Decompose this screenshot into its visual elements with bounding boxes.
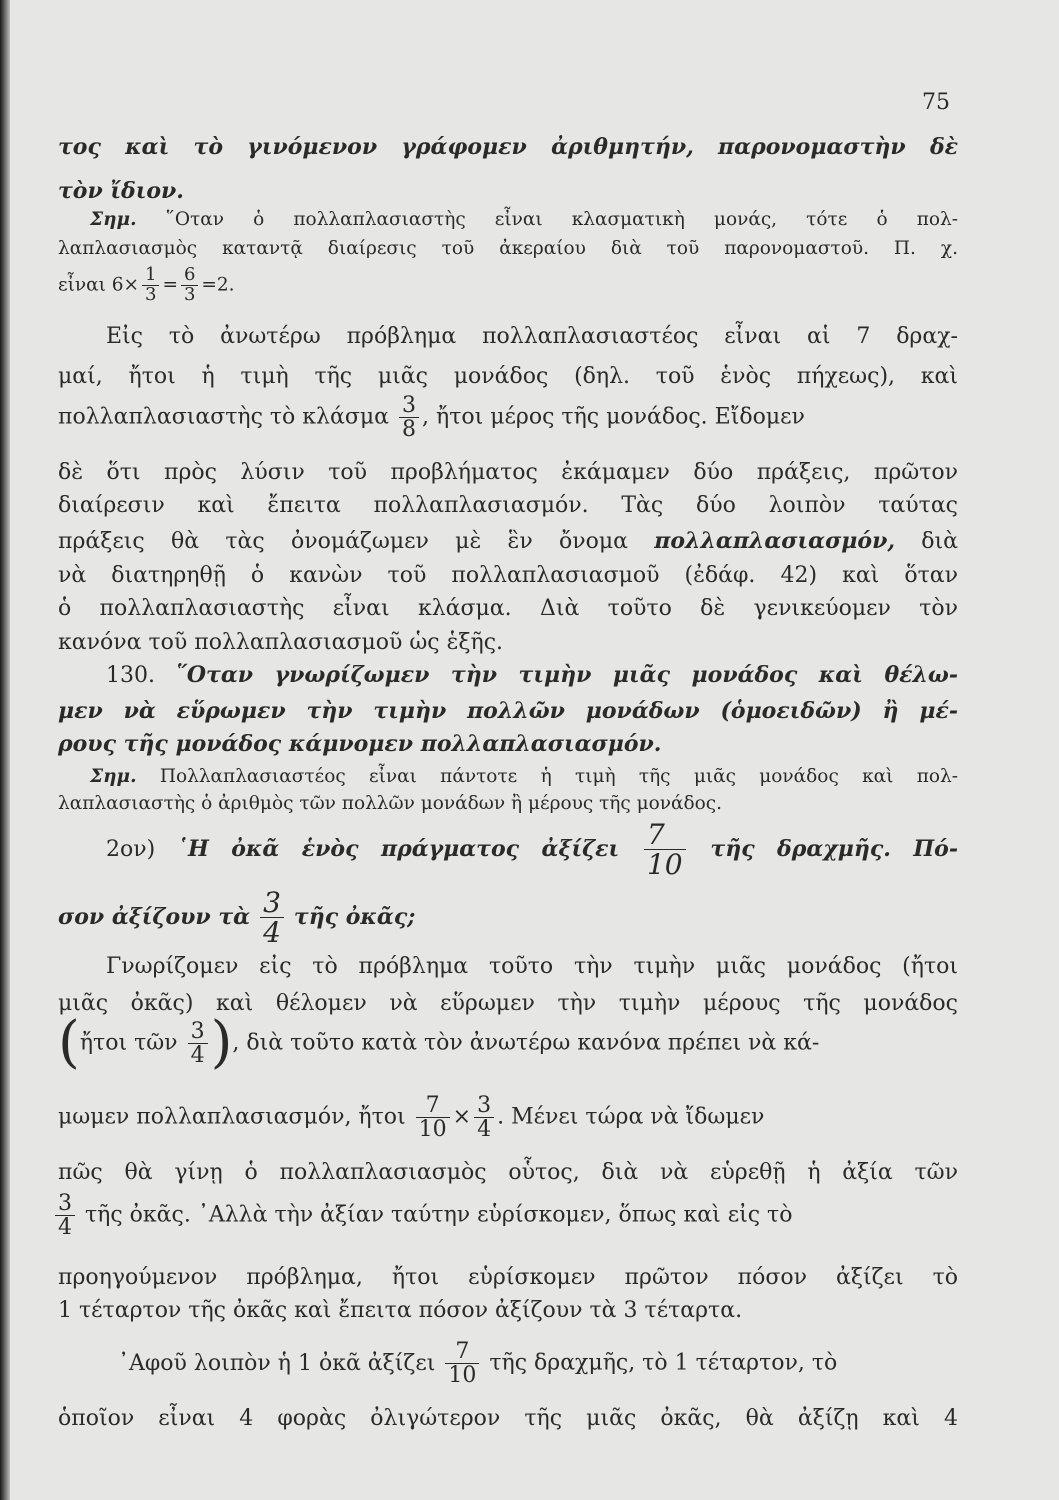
text-line: πῶς θὰ γίνῃ ὁ πολλαπλασιασμὸς οὗτος, διὰ νὰ εὑρεθῇ ἡ ἀξία τῶν [58, 1160, 958, 1185]
note-line: λαπλασιαστὴς ὁ ἀριθμὸς τῶν πολλῶν μονάδων ἢ μέρους τῆς μονάδος. [58, 793, 723, 814]
text-line: πολλαπλασιαστὴς τὸ κλάσμα $\frac{3}{8}$ , ἤτοι μέρος τῆς μονάδος. Εἴδομεν [58, 393, 805, 443]
note-line [58, 211, 958, 230]
note-line: λαπλασιασμὸς καταντᾷ διαίρεσις τοῦ ἀκεραίου διὰ τοῦ παρονομαστοῦ. Π. χ. [58, 238, 958, 259]
problem-line: 2ον) ῾Η ὀκᾶ ἑνὸς πράγματος ἀξίζει $\frac{7}{10}$ τῆς δραχμῆς. Πό- [106, 818, 958, 882]
page-binding-shadow [0, 0, 10, 1500]
problem-line: σον ἀξίζουν τὰ $\frac{3}{4}$ τῆς ὀκᾶς; [58, 886, 416, 950]
fraction: $\frac{3}{4}$ [474, 1094, 494, 1141]
note-text: ῞Οταν ὁ πολλαπλασιαστὴς εἶναι κλασματικὴ μονάς, τότε ὁ πολ- [165, 209, 958, 230]
formula-text: εἶναι 6× [58, 274, 139, 296]
page-number: 75 [922, 90, 950, 115]
text-line: δὲ ὅτι πρὸς λύσιν τοῦ προβλήματος ἐκάμαμεν δύο πράξεις, πρῶτον [58, 460, 958, 485]
text-line: κανόνα τοῦ πολλαπλασιασμοῦ ὡς ἑξῆς. [58, 630, 504, 655]
fraction: $\frac{7}{10}$ [445, 1340, 479, 1387]
rule-line: 130. ῞Οταν γνωρίζωμεν τὴν τιμὴν μιᾶς μονάδος καὶ θέλω- [106, 662, 958, 688]
fraction: $\frac{3}{4}$ [188, 1020, 208, 1067]
rule-line: ρους τῆς μονάδος κάμνομεν πολλαπλασιασμόν. [58, 731, 662, 757]
text-line: ᾿Αφοῦ λοιπὸν ἡ 1 ὀκᾶ ἀξίζει $\frac{7}{10}$ τῆς δραχμῆς, τὸ 1 τέταρτον, τὸ [118, 1339, 838, 1389]
fraction: $\frac{7}{10}$ [416, 1094, 450, 1141]
text-line: Εἰς τὸ ἀνωτέρω πρόβλημα πολλαπλασιαστέος εἶναι αἱ 7 δραχ- [106, 324, 958, 349]
fraction: $\frac{7}{10}$ [644, 820, 686, 880]
fraction: $\frac{1}{3}$ [142, 266, 159, 305]
text-line: νὰ διατηρηθῇ ὁ κανὼν τοῦ πολλαπλασιασμοῦ (ἐδάφ. 42) καὶ ὅταν [58, 563, 958, 588]
text-line: μωμεν πολλαπλασιασμόν, ἤτοι $\frac{7}{10}$ × $\frac{3}{4}$ . Μένει τώρα νὰ ἴδωμεν [58, 1093, 765, 1143]
text-line: τος καὶ τὸ γινόμενον γράφομεν ἀριθμητήν, παρονομαστὴν δὲ [58, 134, 958, 160]
text-line: προηγούμενον πρόβλημα, ἤτοι εὑρίσκομεν πρῶτον πόσον ἀξίζει τὸ [58, 1265, 958, 1290]
text-line: ὁ πολλαπλασιαστὴς εἶναι κλάσμα. Διὰ τοῦτο δὲ γενικεύομεν τὸν [58, 596, 958, 621]
text-line: τὸν ἴδιον. [58, 178, 184, 204]
text-line: 1 τέταρτον τῆς ὀκᾶς καὶ ἔπειτα πόσον ἀξίζουν τὰ 3 τέταρτα. [58, 1298, 743, 1323]
rule-line: μεν νὰ εὕρωμεν τὴν τιμὴν πολλῶν μονάδων (ὁμοειδῶν) ἢ μέ- [58, 698, 958, 724]
fraction: $\frac{3}{8}$ [399, 394, 419, 441]
text-line: $\frac{3}{4}$ τῆς ὀκᾶς. ᾿Αλλὰ τὴν ἀξίαν ταύτην εὑρίσκομεν, ὅπως καὶ εἰς τὸ [58, 1192, 958, 1239]
text-line: πράξεις θὰ τὰς ὀνομάζωμεν μὲ ἓν ὄνομα πολλαπλασιασμόν, διὰ [58, 528, 958, 554]
note-label: Σημ. [90, 209, 137, 230]
fraction: $\frac{6}{3}$ [181, 266, 198, 305]
text-line: (ἤτοι τῶν $\frac{3}{4}$ ), διὰ τοῦτο κατὰ τὸν ἀνωτέρω κανόνα πρέπει νὰ κά- [58, 1010, 820, 1076]
text-line: διαίρεσιν καὶ ἔπειτα πολλαπλασιασμόν. Τὰς δύο λοιπὸν ταύτας [58, 493, 958, 518]
fraction: $\frac{3}{4}$ [55, 1192, 75, 1239]
note-formula-line: εἶναι 6× $\frac{1}{3}$ = $\frac{6}{3}$ =2. [58, 264, 235, 305]
text-line: ὁποῖον εἶναι 4 φορὰς ὀλιγώτερον τῆς μιᾶς ὀκᾶς, θὰ ἀξίζῃ καὶ 4 [58, 1406, 958, 1431]
text-line: μαί, ἤτοι ἡ τιμὴ τῆς μιᾶς μονάδος (δηλ. τοῦ ἑνὸς πήχεως), καὶ [58, 364, 958, 389]
note-line: Σημ. Πολλαπλασιαστέος εἶναι πάντοτε ἡ τιμὴ τῆς μιᾶς μονάδος καὶ πολ- [90, 766, 958, 787]
fraction: $\frac{3}{4}$ [260, 888, 284, 948]
text-line: μιᾶς ὀκᾶς) καὶ θέλομεν νὰ εὕρωμεν τὴν τιμὴν μέρους τῆς μονάδος [58, 991, 958, 1016]
text-line: Γνωρίζομεν εἰς τὸ πρόβλημα τοῦτο τὴν τιμὴν μιᾶς μονάδος (ἤτοι [106, 954, 958, 979]
